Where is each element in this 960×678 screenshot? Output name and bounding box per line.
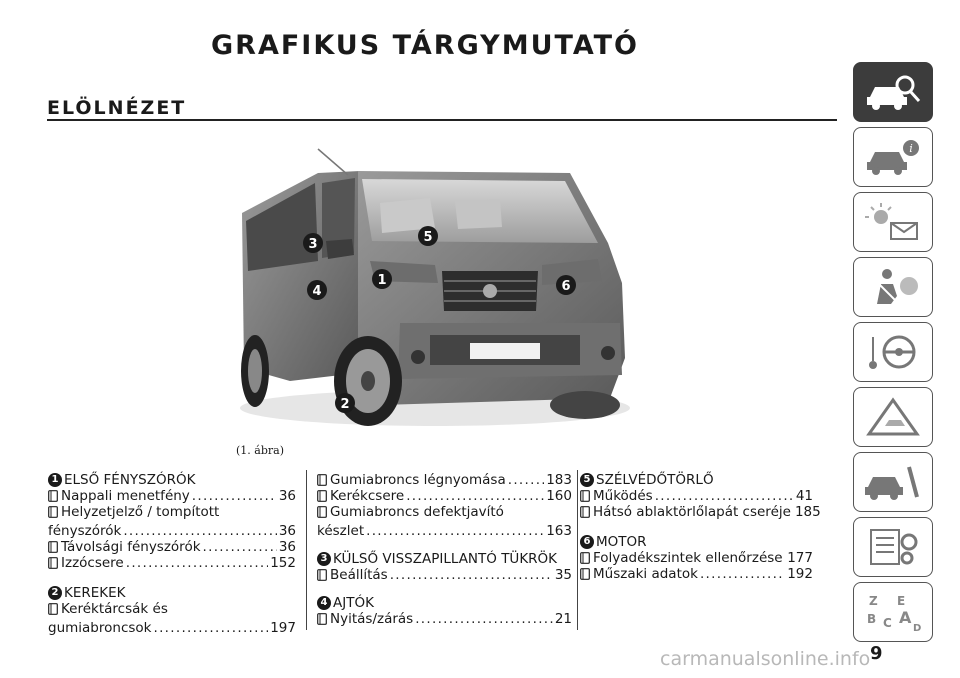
entry-page: 36 xyxy=(278,488,296,504)
entry-page: 21 xyxy=(554,611,572,627)
book-icon xyxy=(48,557,58,569)
index-entry[interactable] xyxy=(580,550,813,566)
entry-label: Nyitás/zárás xyxy=(330,611,414,627)
svg-text:4: 4 xyxy=(312,284,322,299)
heading-label: MOTOR xyxy=(596,534,647,550)
heading-number: 5 xyxy=(580,473,594,487)
index-entry[interactable] xyxy=(580,488,813,504)
entry-page: 192 xyxy=(787,566,813,582)
warning-lights-icon xyxy=(863,201,923,243)
entry-label-cont: gumiabroncsok xyxy=(48,620,152,636)
svg-text:2: 2 xyxy=(340,397,350,412)
seatbelt-airbag-icon xyxy=(863,266,923,308)
callout-2 xyxy=(335,393,355,413)
entry-label: Gumiabroncs defektjavító xyxy=(330,504,504,520)
entry-label: Beállítás xyxy=(330,567,388,583)
heading-number: 2 xyxy=(48,586,62,600)
book-icon xyxy=(580,490,590,502)
index-heading-4 xyxy=(317,595,572,611)
entry-page: 152 xyxy=(270,555,296,571)
heading-label: KÜLSŐ VISSZAPILLANTÓ TÜKRÖK xyxy=(333,551,558,567)
tab-safety[interactable] xyxy=(853,257,933,317)
heading-number: 3 xyxy=(317,552,331,566)
book-icon xyxy=(48,490,58,502)
entry-page: 177 xyxy=(787,550,813,566)
entry-page: 41 xyxy=(795,488,813,504)
index-entry[interactable] xyxy=(580,566,813,582)
book-icon xyxy=(48,541,58,553)
entry-label: Nappali menetfény xyxy=(61,488,190,504)
heading-label: KEREKEK xyxy=(64,585,126,601)
van-front-illustration xyxy=(230,143,635,438)
index-heading-3 xyxy=(317,551,572,567)
svg-text:B: B xyxy=(867,612,877,626)
svg-text:Z: Z xyxy=(869,594,878,608)
index-entry[interactable] xyxy=(317,472,572,488)
entry-page: 197 xyxy=(270,620,296,636)
entry-page: 36 xyxy=(278,539,296,555)
tab-graphic-index[interactable] xyxy=(853,62,933,122)
index-entry[interactable] xyxy=(48,539,296,555)
svg-text:1: 1 xyxy=(377,273,387,288)
watermark: carmanualsonline.info xyxy=(660,648,871,670)
book-icon xyxy=(580,568,590,580)
heading-label: AJTÓK xyxy=(333,595,374,611)
index-entry-continuation[interactable] xyxy=(48,620,296,636)
svg-text:A: A xyxy=(899,608,912,627)
svg-text:D: D xyxy=(913,623,922,633)
index-heading-5 xyxy=(580,472,813,488)
entry-label: Gumiabroncs légnyomása xyxy=(330,472,506,488)
column-divider xyxy=(577,470,578,630)
svg-text:C: C xyxy=(883,616,892,630)
index-column-2 xyxy=(317,472,572,627)
index-heading-6 xyxy=(580,534,813,550)
section-title: ELÖLNÉZET xyxy=(47,97,187,119)
heading-label: ELSŐ FÉNYSZÓRÓK xyxy=(64,472,196,488)
index-column-1 xyxy=(48,472,296,636)
car-service-wrench-icon xyxy=(863,461,923,503)
tab-technical-data[interactable] xyxy=(853,517,933,577)
entry-page: 183 xyxy=(546,472,572,488)
svg-text:i: i xyxy=(909,142,913,155)
index-entry[interactable] xyxy=(317,567,572,583)
svg-text:3: 3 xyxy=(308,237,318,252)
book-icon xyxy=(317,474,327,486)
svg-text:6: 6 xyxy=(561,279,571,294)
svg-text:E: E xyxy=(897,594,906,608)
index-entry[interactable] xyxy=(48,601,296,617)
index-entry[interactable] xyxy=(317,611,572,627)
warning-triangle-car-icon xyxy=(863,396,923,438)
entry-label: Kerékcsere xyxy=(330,488,405,504)
book-icon xyxy=(317,506,327,518)
index-entry[interactable] xyxy=(580,504,821,520)
entry-label: Hátsó ablaktörlőlapát cseréje xyxy=(593,504,791,520)
car-info-icon xyxy=(863,136,923,178)
callout-3 xyxy=(303,233,323,253)
heading-label: SZÉLVÉDŐTÖRLŐ xyxy=(596,472,714,488)
specs-gears-icon xyxy=(863,526,923,568)
entry-label: Keréktárcsák és xyxy=(61,601,168,617)
entry-page: 36 xyxy=(278,523,296,539)
book-icon xyxy=(580,552,590,564)
section-rule xyxy=(47,119,837,121)
entry-label-cont: fényszórók xyxy=(48,523,122,539)
tab-warning-lights[interactable] xyxy=(853,192,933,252)
entry-label: Folyadékszintek ellenőrzése xyxy=(593,550,783,566)
entry-label: Működés xyxy=(593,488,653,504)
book-icon xyxy=(580,506,590,518)
steering-wheel-key-icon xyxy=(863,331,923,373)
index-entry-continuation[interactable] xyxy=(317,523,572,539)
book-icon xyxy=(317,490,327,502)
index-entry[interactable] xyxy=(317,504,572,520)
tab-alphabetical-index[interactable] xyxy=(853,582,933,642)
callout-6 xyxy=(556,275,576,295)
page-title: GRAFIKUS TÁRGYMUTATÓ xyxy=(211,30,639,61)
book-icon xyxy=(317,569,327,581)
entry-label: Helyzetjelző / tompított xyxy=(61,504,220,520)
index-entry[interactable] xyxy=(48,488,296,504)
page-number: 9 xyxy=(870,643,883,664)
column-divider xyxy=(306,470,307,630)
callout-4 xyxy=(307,280,327,300)
book-icon xyxy=(48,506,58,518)
index-entry-continuation[interactable] xyxy=(48,523,296,539)
entry-page: 35 xyxy=(554,567,572,583)
chapter-tabs xyxy=(853,62,935,647)
index-heading-2 xyxy=(48,585,296,601)
index-entry[interactable] xyxy=(317,488,572,504)
heading-number: 1 xyxy=(48,473,62,487)
index-entry[interactable] xyxy=(48,555,296,571)
tab-vehicle-info[interactable] xyxy=(853,127,933,187)
tab-starting-driving[interactable] xyxy=(853,322,933,382)
entry-label-cont: készlet xyxy=(317,523,365,539)
heading-number: 6 xyxy=(580,535,594,549)
book-icon xyxy=(317,613,327,625)
index-entry[interactable] xyxy=(48,504,296,520)
entry-page: 163 xyxy=(546,523,572,539)
index-column-3 xyxy=(580,472,821,582)
entry-page: 185 xyxy=(794,504,821,520)
entry-label: Távolsági fényszórók xyxy=(61,539,201,555)
entry-page: 160 xyxy=(546,488,572,504)
entry-label: Izzócsere xyxy=(61,555,124,571)
callout-1 xyxy=(372,269,392,289)
tab-emergency[interactable] xyxy=(853,387,933,447)
alphabet-index-icon xyxy=(863,591,923,633)
heading-number: 4 xyxy=(317,596,331,610)
car-search-icon xyxy=(863,71,923,113)
book-icon xyxy=(48,603,58,615)
callout-5 xyxy=(418,226,438,246)
svg-text:5: 5 xyxy=(423,230,433,245)
entry-label: Műszaki adatok xyxy=(593,566,698,582)
tab-servicing[interactable] xyxy=(853,452,933,512)
figure-caption: (1. ábra) xyxy=(236,444,284,457)
index-heading-1 xyxy=(48,472,296,488)
